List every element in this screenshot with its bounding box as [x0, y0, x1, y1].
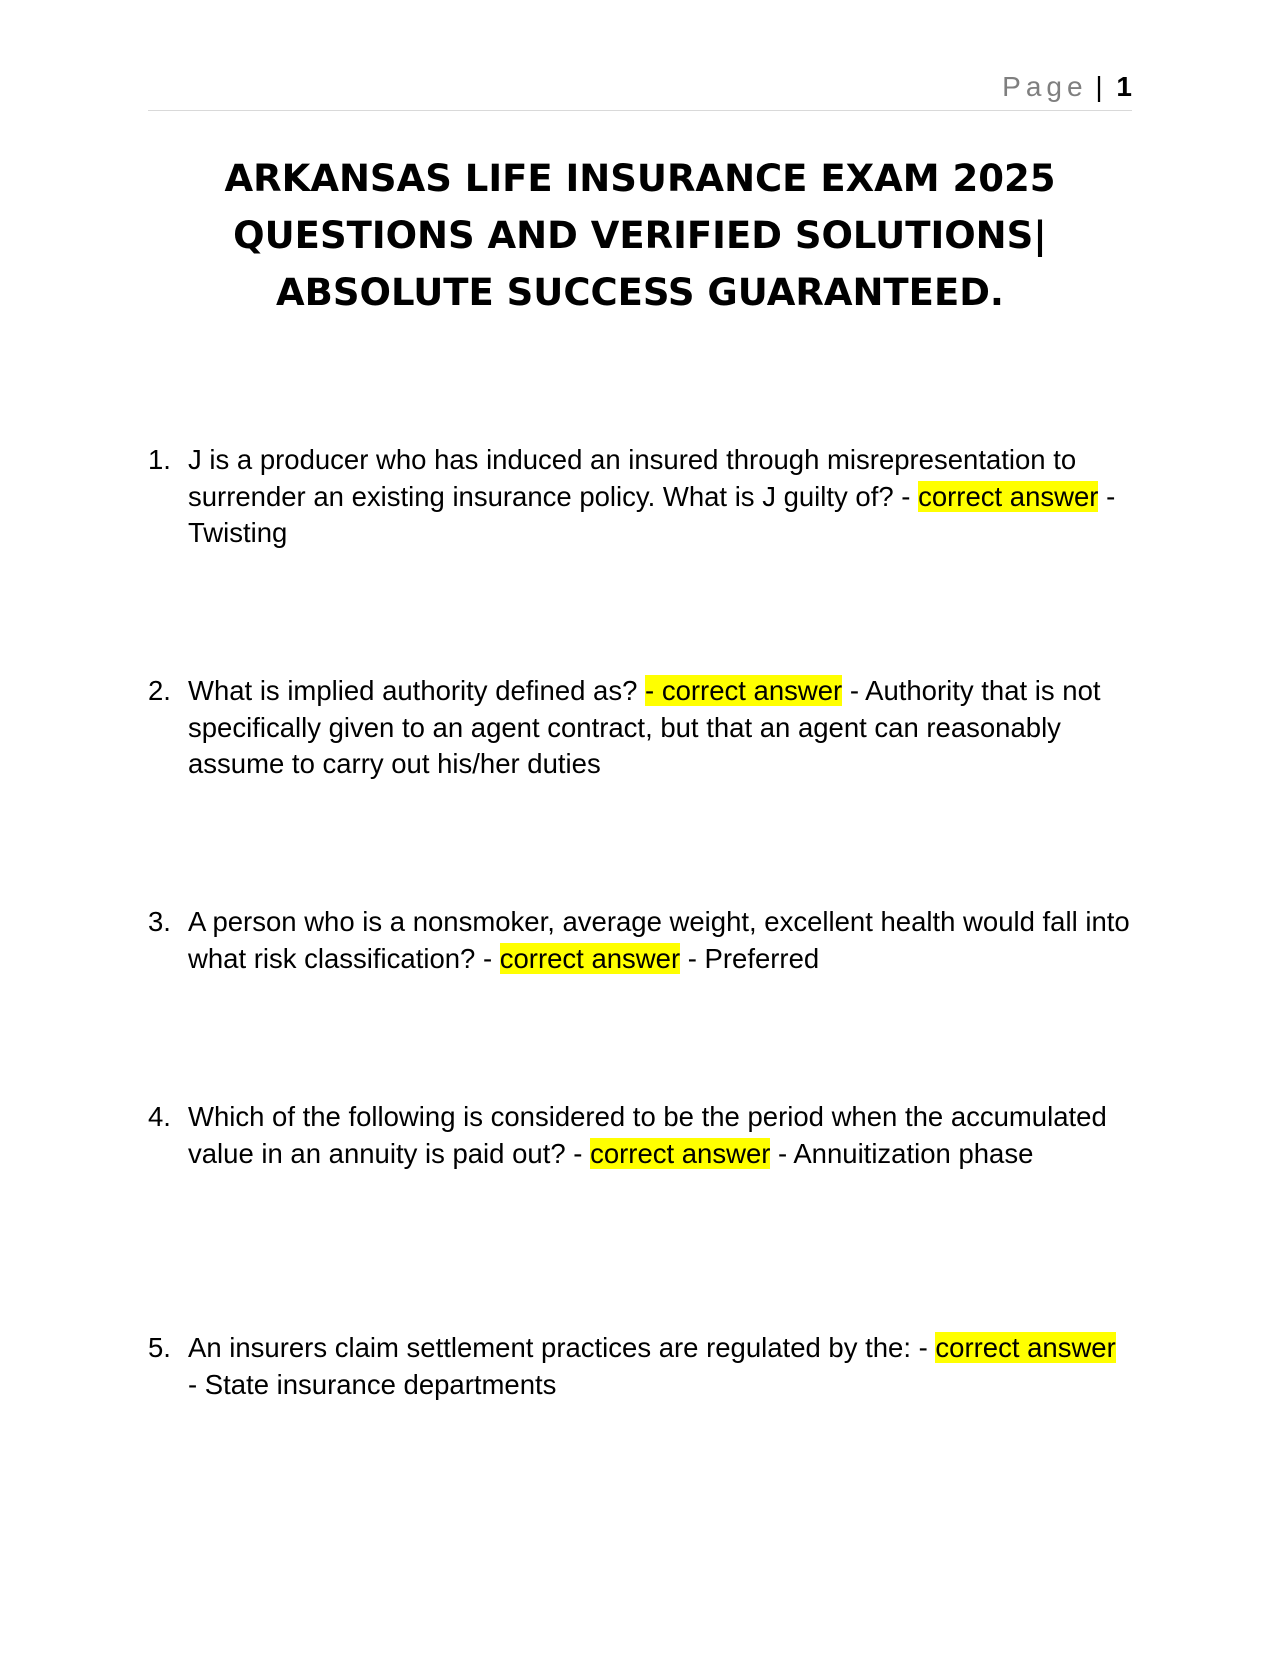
- question-item: [148, 442, 1132, 552]
- question-number: 3.: [148, 906, 171, 937]
- correct-answer-highlight: - correct answer: [645, 675, 843, 706]
- question-item: [148, 904, 1132, 977]
- question-number: 4.: [148, 1101, 171, 1132]
- correct-answer-highlight: correct answer: [918, 480, 1099, 512]
- question-body: [188, 904, 1130, 977]
- question-item: [148, 1330, 1132, 1403]
- correct-answer-highlight: correct answer: [499, 942, 681, 974]
- answer-text: - Annuitization phase: [770, 1137, 1034, 1169]
- title-line-3: ABSOLUTE SUCCESS GUARANTEED.: [276, 271, 1004, 314]
- page-separator: |: [1095, 71, 1103, 102]
- question-text: What is implied authority defined as?: [188, 675, 646, 706]
- page-label: Page: [1002, 71, 1088, 102]
- question-body: [188, 442, 1130, 552]
- question-number: 1.: [148, 444, 171, 475]
- question-item: [148, 1099, 1132, 1172]
- page-header: [148, 72, 1132, 111]
- answer-text: - State insurance departments: [188, 1368, 557, 1400]
- document-title: [148, 150, 1132, 321]
- answer-text: - Preferred: [680, 942, 820, 974]
- question-text: A person who is a nonsmoker, average weight, excellent health would fall into what risk classification? -: [188, 906, 1130, 974]
- question-text: J is a producer who has induced an insured through misrepresentation to surrender an existing insurance policy. What is J guilty of? -: [188, 444, 1077, 512]
- question-item: [148, 673, 1132, 783]
- question-body: [188, 1330, 1130, 1403]
- question-body: [188, 673, 1130, 783]
- question-number: 2.: [148, 675, 171, 706]
- title-line-1: ARKANSAS LIFE INSURANCE EXAM 2025: [224, 157, 1056, 200]
- correct-answer-highlight: correct answer: [935, 1332, 1116, 1363]
- answer-text: - Authority that is not specifically given to an agent contract, but that an agent can reasonably assume to carry out his/her duties: [188, 675, 1101, 779]
- answer-text: - Twisting: [188, 480, 1116, 548]
- question-text: An insurers claim settlement practices are regulated by the: -: [188, 1332, 936, 1363]
- correct-answer-highlight: correct answer: [590, 1137, 771, 1169]
- question-text: Which of the following is considered to be the period when the accumulated value in an annuity is paid out? -: [188, 1101, 1107, 1169]
- question-number: 5.: [148, 1332, 171, 1363]
- question-body: [188, 1099, 1130, 1172]
- page-number: 1: [1116, 71, 1132, 102]
- title-line-2: QUESTIONS AND VERIFIED SOLUTIONS|: [233, 214, 1047, 257]
